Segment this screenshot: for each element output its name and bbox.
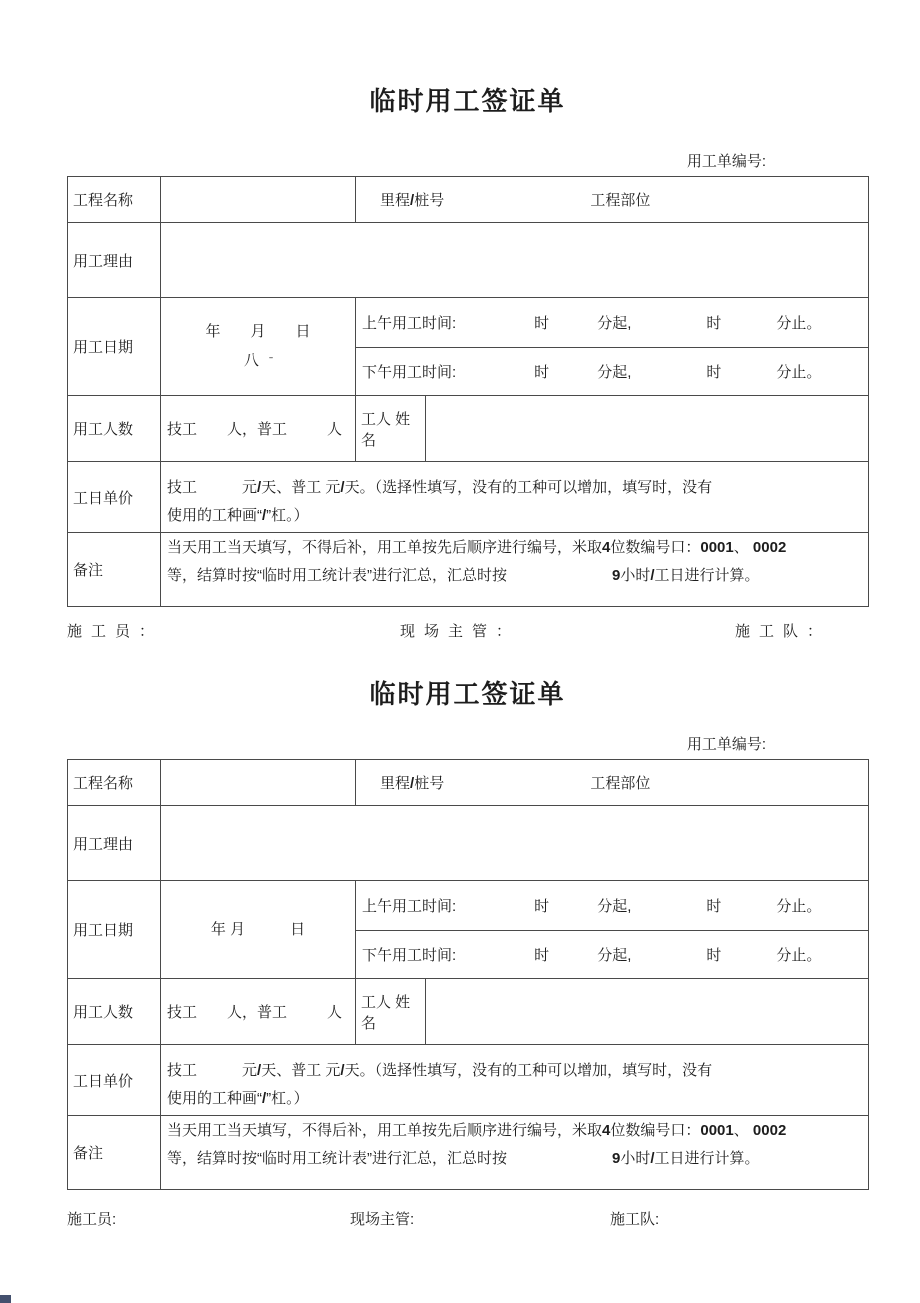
reason-blank — [161, 223, 869, 298]
hour-label: 时 — [706, 898, 722, 915]
signature-row — [67, 1208, 868, 1230]
price-text-line2: 使用的工种画“/”杠。） — [167, 507, 309, 524]
ordinary-worker-label: 人，普工 — [227, 421, 288, 438]
note-text-line1: 当天用工当天填写，不得后补，用工单按先后顺序进行编号，米取4位数编号口：0001、 0002 — [167, 1122, 787, 1139]
headcount-label: 用工人数 — [68, 396, 161, 462]
skilled-worker-label: 技工 — [167, 421, 198, 438]
team-signature-label: 施工队: — [610, 1211, 660, 1228]
worker-name-blank — [426, 396, 869, 462]
pm-time-label: 下午用工时间: — [362, 947, 457, 964]
note-label: 备注 — [68, 533, 161, 607]
date-ymd-text: 年 月 日 — [205, 323, 311, 340]
mileage-part-cell — [356, 760, 869, 806]
date-extra-char: 八 — [243, 352, 259, 369]
headcount-cell — [161, 396, 356, 462]
minute-start-label: 分起, — [597, 947, 632, 964]
price-text-line1: 技工 元/天、普工 元/天。（选择性填写，没有的工种可以增加，填写时，没有 — [167, 1062, 713, 1079]
price-text-line2: 使用的工种画“/”杠。） — [167, 1090, 309, 1107]
project-name-label: 工程名称 — [68, 760, 161, 806]
pm-time-row — [356, 348, 869, 396]
signature-row — [67, 620, 868, 642]
labor-form-table — [67, 176, 869, 607]
note-text-line2: 等，结算时按“临时用工统计表”进行汇总，汇总时按 9小时/工日进行计算。 — [167, 1150, 760, 1167]
price-text-cell — [161, 1045, 869, 1116]
order-number-label: 用工单编号: — [686, 153, 766, 170]
hour-label: 时 — [706, 315, 722, 332]
project-name-label: 工程名称 — [68, 177, 161, 223]
hour-label: 时 — [534, 898, 550, 915]
team-signature-label: 施工队： — [735, 623, 832, 640]
hour-label: 时 — [706, 947, 722, 964]
hour-label: 时 — [534, 364, 550, 381]
am-time-label: 上午用工时间: — [362, 315, 457, 332]
minute-end-label: 分止。 — [776, 898, 822, 915]
form-title: 临时用工签证单 — [369, 86, 566, 116]
minute-end-label: 分止。 — [776, 315, 822, 332]
note-text-line2: 等，结算时按“临时用工统计表”进行汇总，汇总时按 9小时/工日进行计算。 — [167, 567, 760, 584]
am-time-label: 上午用工时间: — [362, 898, 457, 915]
date-blank-cell — [161, 298, 356, 396]
labor-form-table — [67, 759, 869, 1190]
date-label: 用工日期 — [68, 881, 161, 979]
person-unit-label: 人 — [327, 1004, 343, 1021]
form-copy-1 — [67, 86, 868, 642]
minute-end-label: 分止。 — [776, 364, 822, 381]
supervisor-signature-label: 现场主管： — [400, 623, 521, 640]
form-copy-2 — [67, 679, 868, 1230]
page-content — [67, 86, 868, 1230]
am-time-row — [356, 881, 869, 931]
mileage-label: 里程/桩号 — [380, 775, 445, 792]
price-label: 工日单价 — [68, 462, 161, 533]
mileage-part-cell — [356, 177, 869, 223]
pm-time-label: 下午用工时间: — [362, 364, 457, 381]
reason-label: 用工理由 — [68, 806, 161, 881]
form-title: 临时用工签证单 — [369, 679, 566, 709]
note-text-line1: 当天用工当天填写，不得后补，用工单按先后顺序进行编号，米取4位数编号口：0001、 0002 — [167, 539, 787, 556]
date-extra-mark: -- — [268, 353, 273, 362]
worker-name-label: 工人 姓名 — [356, 396, 426, 462]
hour-label: 时 — [534, 947, 550, 964]
project-name-blank — [161, 177, 356, 223]
date-blank-cell — [161, 881, 356, 979]
mileage-label: 里程/桩号 — [380, 192, 445, 209]
price-text-line1: 技工 元/天、普工 元/天。（选择性填写，没有的工种可以增加，填写时，没有 — [167, 479, 713, 496]
supervisor-signature-label: 现场主管: — [350, 1211, 415, 1228]
hour-label: 时 — [706, 364, 722, 381]
date-label: 用工日期 — [68, 298, 161, 396]
skilled-worker-label: 技工 — [167, 1004, 198, 1021]
minute-start-label: 分起, — [597, 315, 632, 332]
project-name-blank — [161, 760, 356, 806]
reason-blank — [161, 806, 869, 881]
minute-end-label: 分止。 — [776, 947, 822, 964]
am-time-row — [356, 298, 869, 348]
worker-name-blank — [426, 979, 869, 1045]
work-part-label: 工程部位 — [590, 192, 651, 209]
worker-name-label: 工人 姓名 — [356, 979, 426, 1045]
builder-signature-label: 施工员: — [67, 1211, 117, 1228]
order-number-label: 用工单编号: — [686, 736, 766, 753]
note-text-cell — [161, 1116, 869, 1190]
minute-start-label: 分起, — [597, 364, 632, 381]
date-extra-text — [161, 345, 355, 374]
price-label: 工日单价 — [68, 1045, 161, 1116]
person-unit-label: 人 — [327, 421, 343, 438]
page-corner-artifact — [0, 1295, 11, 1303]
minute-start-label: 分起, — [597, 898, 632, 915]
work-part-label: 工程部位 — [590, 775, 651, 792]
headcount-cell — [161, 979, 356, 1045]
ordinary-worker-label: 人，普工 — [227, 1004, 288, 1021]
builder-signature-label: 施工员： — [67, 623, 164, 640]
note-text-cell — [161, 533, 869, 607]
hour-label: 时 — [534, 315, 550, 332]
price-text-cell — [161, 462, 869, 533]
reason-label: 用工理由 — [68, 223, 161, 298]
date-ymd-text: 年 月 日 — [210, 920, 306, 938]
note-label: 备注 — [68, 1116, 161, 1190]
pm-time-row — [356, 931, 869, 979]
headcount-label: 用工人数 — [68, 979, 161, 1045]
